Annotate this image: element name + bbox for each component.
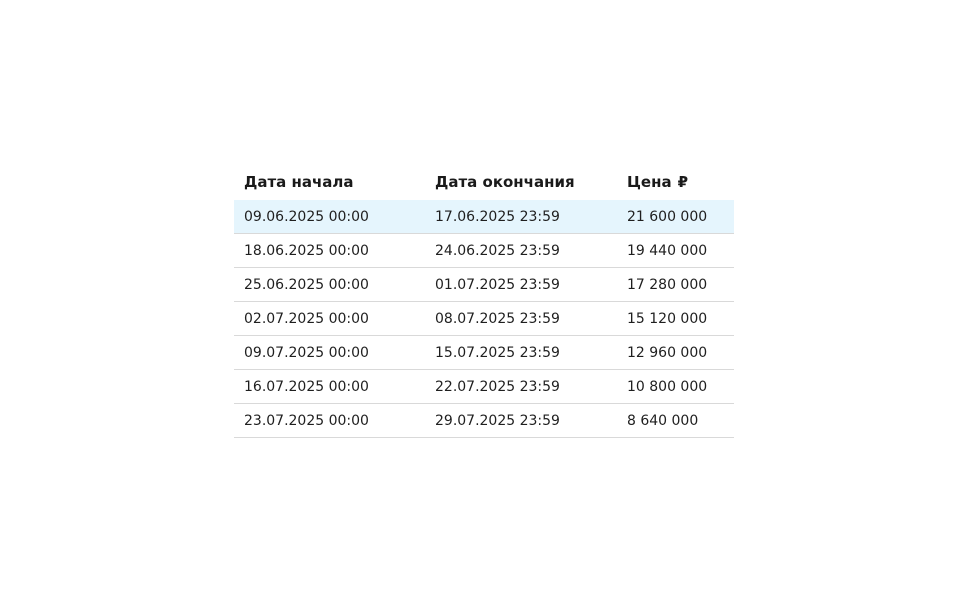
column-header-start-date[interactable]: [234, 164, 425, 200]
ruble-currency-icon: ₽: [677, 173, 689, 191]
column-header-end-date-label: Дата окончания: [435, 173, 575, 191]
end-date-cell: 17.06.2025 23:59: [425, 200, 617, 234]
table-body: [234, 200, 734, 438]
price-cell: 17 280 000: [617, 268, 734, 302]
table-row[interactable]: [234, 268, 734, 302]
end-date-cell: 24.06.2025 23:59: [425, 234, 617, 268]
start-date-cell: 09.06.2025 00:00: [234, 200, 425, 234]
column-header-start-date-label: Дата начала: [244, 173, 354, 191]
header-row: [234, 164, 734, 200]
start-date-cell: 09.07.2025 00:00: [234, 336, 425, 370]
price-schedule-table: [234, 164, 734, 438]
table-header: [234, 164, 734, 200]
table-row[interactable]: [234, 234, 734, 268]
table-row[interactable]: [234, 336, 734, 370]
price-cell: 10 800 000: [617, 370, 734, 404]
start-date-cell: 02.07.2025 00:00: [234, 302, 425, 336]
table-row[interactable]: [234, 200, 734, 234]
price-cell: 12 960 000: [617, 336, 734, 370]
column-header-price-label: Цена: [627, 173, 672, 191]
start-date-cell: 25.06.2025 00:00: [234, 268, 425, 302]
price-cell: 19 440 000: [617, 234, 734, 268]
end-date-cell: 01.07.2025 23:59: [425, 268, 617, 302]
end-date-cell: 15.07.2025 23:59: [425, 336, 617, 370]
price-cell: 21 600 000: [617, 200, 734, 234]
table-row[interactable]: [234, 404, 734, 438]
start-date-cell: 16.07.2025 00:00: [234, 370, 425, 404]
start-date-cell: 23.07.2025 00:00: [234, 404, 425, 438]
table-row[interactable]: [234, 370, 734, 404]
price-cell: 15 120 000: [617, 302, 734, 336]
price-cell: 8 640 000: [617, 404, 734, 438]
column-header-end-date[interactable]: [425, 164, 617, 200]
table-row[interactable]: [234, 302, 734, 336]
end-date-cell: 22.07.2025 23:59: [425, 370, 617, 404]
end-date-cell: 08.07.2025 23:59: [425, 302, 617, 336]
end-date-cell: 29.07.2025 23:59: [425, 404, 617, 438]
start-date-cell: 18.06.2025 00:00: [234, 234, 425, 268]
column-header-price[interactable]: [617, 164, 734, 200]
